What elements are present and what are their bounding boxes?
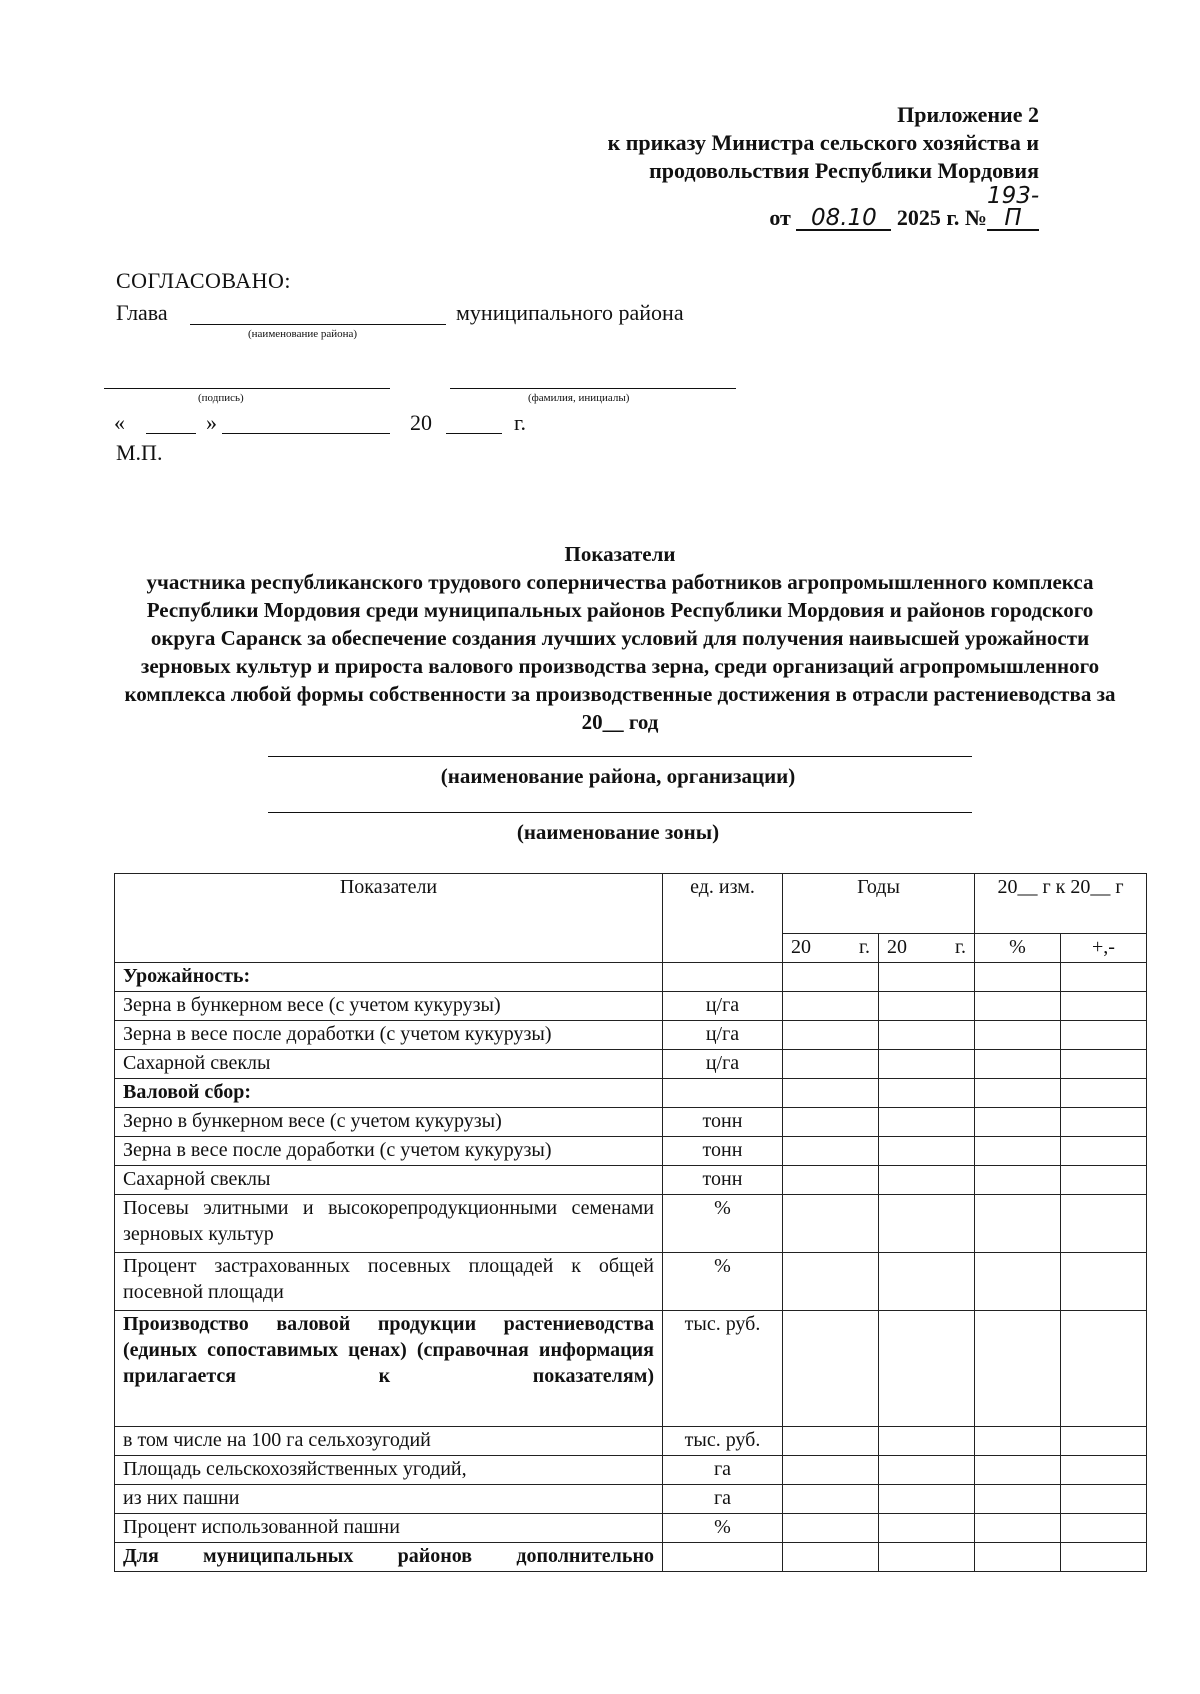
district-line xyxy=(190,324,446,325)
signature-hint: (подпись) xyxy=(198,392,244,404)
header-delta: +,- xyxy=(1061,934,1147,963)
row-unit: тонн xyxy=(663,1108,783,1137)
row-cell xyxy=(879,1543,975,1572)
row-cell xyxy=(879,1456,975,1485)
title-description: участника республиканского трудового соперничества работников агропромышленного комплекса Республики Мордовия среди муниципальных районов Республики Мордовия и районов городского округа Саранск за обеспечение создания лучших условий для получения наивысшей урожайности зерновых культур и прироста валового производства зерна, среди организаций агропромышленного комплекса любой формы собственности за производственные достижения в отрасли растениеводства за 20__ год xyxy=(124,570,1116,734)
row-cell xyxy=(783,1166,879,1195)
row-cell xyxy=(879,1079,975,1108)
row-label: Сахарной свеклы xyxy=(115,1166,663,1195)
header-years: Годы xyxy=(783,874,975,934)
indicators-table xyxy=(114,873,1147,1572)
row-cell xyxy=(879,1021,975,1050)
row-cell xyxy=(783,1311,879,1427)
district-suffix: муниципального района xyxy=(456,300,684,325)
row-cell xyxy=(783,1543,879,1572)
row-cell xyxy=(783,1456,879,1485)
row-cell xyxy=(1061,1311,1147,1427)
date-prefix: от xyxy=(769,205,791,230)
row-cell xyxy=(975,992,1061,1021)
row-cell xyxy=(783,1050,879,1079)
row-cell xyxy=(1061,1514,1147,1543)
row-unit: га xyxy=(663,1456,783,1485)
row-cell xyxy=(1061,1543,1147,1572)
table-row xyxy=(115,1427,1147,1456)
row-label: Зерна в весе после доработки (с учетом кукурузы) xyxy=(115,1137,663,1166)
year-prefix: 20 xyxy=(410,410,432,435)
head-label: Глава xyxy=(116,300,168,325)
row-cell xyxy=(879,1485,975,1514)
date-value: 08.10 xyxy=(796,207,891,231)
row-label: Процент застрахованных посевных площадей к общей посевной площади xyxy=(115,1253,663,1311)
row-cell xyxy=(1061,1108,1147,1137)
table-row xyxy=(115,1311,1147,1427)
header-year2: 20 г. xyxy=(879,934,975,963)
title-block xyxy=(118,540,1122,736)
row-cell xyxy=(879,1166,975,1195)
row-cell xyxy=(975,1021,1061,1050)
row-label: Посевы элитными и высокорепродукционными семенами зерновых культур xyxy=(115,1195,663,1253)
table-row xyxy=(115,1050,1147,1079)
row-label: Процент использованной пашни xyxy=(115,1514,663,1543)
row-cell xyxy=(879,1195,975,1253)
stamp-label: М.П. xyxy=(116,440,163,465)
row-cell xyxy=(975,1456,1061,1485)
row-unit: % xyxy=(663,1514,783,1543)
table-row xyxy=(115,1021,1147,1050)
table-row xyxy=(115,1195,1147,1253)
row-label: Урожайность: xyxy=(115,963,663,992)
row-label: в том числе на 100 га сельхозугодий xyxy=(115,1427,663,1456)
row-cell xyxy=(783,1514,879,1543)
row-label: Сахарной свеклы xyxy=(115,1050,663,1079)
row-cell xyxy=(975,1485,1061,1514)
table-row xyxy=(115,1253,1147,1311)
date-open-quote: « xyxy=(114,410,125,435)
month-line xyxy=(222,433,390,434)
row-unit: тыс. руб. xyxy=(663,1311,783,1427)
row-unit: ц/га xyxy=(663,1050,783,1079)
row-unit: тонн xyxy=(663,1137,783,1166)
date-year: 2025 г. № xyxy=(896,205,987,230)
table-row xyxy=(115,1543,1147,1572)
row-cell xyxy=(1061,1195,1147,1253)
row-cell xyxy=(975,1195,1061,1253)
appendix-date-line xyxy=(608,185,1039,232)
table-row xyxy=(115,1456,1147,1485)
row-cell xyxy=(1061,1456,1147,1485)
name-line xyxy=(450,388,736,389)
appendix-header xyxy=(608,101,1039,232)
row-cell xyxy=(783,1079,879,1108)
row-cell xyxy=(783,1137,879,1166)
row-cell xyxy=(1061,1427,1147,1456)
row-label: Зерна в весе после доработки (с учетом кукурузы) xyxy=(115,1021,663,1050)
row-cell xyxy=(1061,1485,1147,1514)
header-unit: ед. изм. xyxy=(663,874,783,963)
row-cell xyxy=(783,1485,879,1514)
row-cell xyxy=(783,1195,879,1253)
row-cell xyxy=(879,1514,975,1543)
row-unit: ц/га xyxy=(663,1021,783,1050)
table-row xyxy=(115,963,1147,992)
header-year1: 20 г. xyxy=(783,934,879,963)
row-cell xyxy=(783,1427,879,1456)
row-label: Валовой сбор: xyxy=(115,1079,663,1108)
row-cell xyxy=(975,1137,1061,1166)
row-cell xyxy=(783,1253,879,1311)
row-label: Производство валовой продукции растениеводства (единых сопоставимых ценах) (справочная информация прилагается к показателям) xyxy=(115,1311,663,1427)
appendix-order-line: к приказу Министра сельского хозяйства и xyxy=(607,130,1039,155)
district-hint: (наименование района) xyxy=(248,328,358,340)
table-row xyxy=(115,1166,1147,1195)
row-cell xyxy=(975,1514,1061,1543)
name-hint: (фамилия, инициалы) xyxy=(528,392,630,404)
row-cell xyxy=(879,1427,975,1456)
agreement-title: СОГЛАСОВАНО: xyxy=(116,268,291,293)
row-unit: га xyxy=(663,1485,783,1514)
year-suffix: г. xyxy=(514,410,527,435)
row-unit xyxy=(663,963,783,992)
row-unit xyxy=(663,1079,783,1108)
row-cell xyxy=(783,963,879,992)
header-compare: 20__ г к 20__ г xyxy=(975,874,1147,934)
header-percent: % xyxy=(975,934,1061,963)
row-unit: % xyxy=(663,1253,783,1311)
row-cell xyxy=(879,1311,975,1427)
row-cell xyxy=(975,1427,1061,1456)
appendix-title: Приложение 2 xyxy=(897,102,1039,127)
row-unit: ц/га xyxy=(663,992,783,1021)
row-cell xyxy=(783,1108,879,1137)
row-label: Площадь сельскохозяйственных угодий, xyxy=(115,1456,663,1485)
zone-caption: (наименование зоны) xyxy=(516,820,720,844)
row-label: Зерна в бункерном весе (с учетом кукурузы) xyxy=(115,992,663,1021)
row-cell xyxy=(975,1311,1061,1427)
row-cell xyxy=(879,1137,975,1166)
date-close-quote: » xyxy=(206,410,217,435)
signature-line xyxy=(104,388,390,389)
row-cell xyxy=(783,992,879,1021)
row-cell xyxy=(1061,963,1147,992)
row-cell xyxy=(975,963,1061,992)
org-caption: (наименование района, организации) xyxy=(440,764,796,788)
row-label: Зерно в бункерном весе (с учетом кукурузы) xyxy=(115,1108,663,1137)
row-cell xyxy=(1061,1166,1147,1195)
row-cell xyxy=(975,1253,1061,1311)
row-label: Для муниципальных районов дополнительно xyxy=(115,1543,663,1572)
table-header-row xyxy=(115,874,1147,934)
row-cell xyxy=(975,1050,1061,1079)
row-unit: % xyxy=(663,1195,783,1253)
row-cell xyxy=(1061,1079,1147,1108)
row-cell xyxy=(1061,1137,1147,1166)
row-unit xyxy=(663,1543,783,1572)
table-row xyxy=(115,1485,1147,1514)
order-number: 193-П xyxy=(987,183,1040,231)
header-indicator: Показатели xyxy=(115,874,663,963)
row-cell xyxy=(879,1050,975,1079)
row-unit: тыс. руб. xyxy=(663,1427,783,1456)
table-row xyxy=(115,1137,1147,1166)
title-heading: Показатели xyxy=(564,542,676,566)
row-cell xyxy=(879,992,975,1021)
row-cell xyxy=(975,1543,1061,1572)
row-cell xyxy=(879,963,975,992)
row-cell xyxy=(1061,1021,1147,1050)
table-row xyxy=(115,1079,1147,1108)
row-cell xyxy=(1061,1050,1147,1079)
row-cell xyxy=(879,1108,975,1137)
day-line xyxy=(146,433,196,434)
table-row xyxy=(115,1108,1147,1137)
row-label: из них пашни xyxy=(115,1485,663,1514)
table-row xyxy=(115,1514,1147,1543)
row-cell xyxy=(879,1253,975,1311)
appendix-ministry-line: продовольствия Республики Мордовия xyxy=(649,158,1039,183)
zone-line xyxy=(268,812,972,813)
row-cell xyxy=(1061,1253,1147,1311)
row-cell xyxy=(783,1021,879,1050)
table-row xyxy=(115,992,1147,1021)
row-unit: тонн xyxy=(663,1166,783,1195)
row-cell xyxy=(1061,992,1147,1021)
row-cell xyxy=(975,1166,1061,1195)
row-cell xyxy=(975,1079,1061,1108)
org-line xyxy=(268,756,972,757)
row-cell xyxy=(975,1108,1061,1137)
year-line xyxy=(446,433,502,434)
